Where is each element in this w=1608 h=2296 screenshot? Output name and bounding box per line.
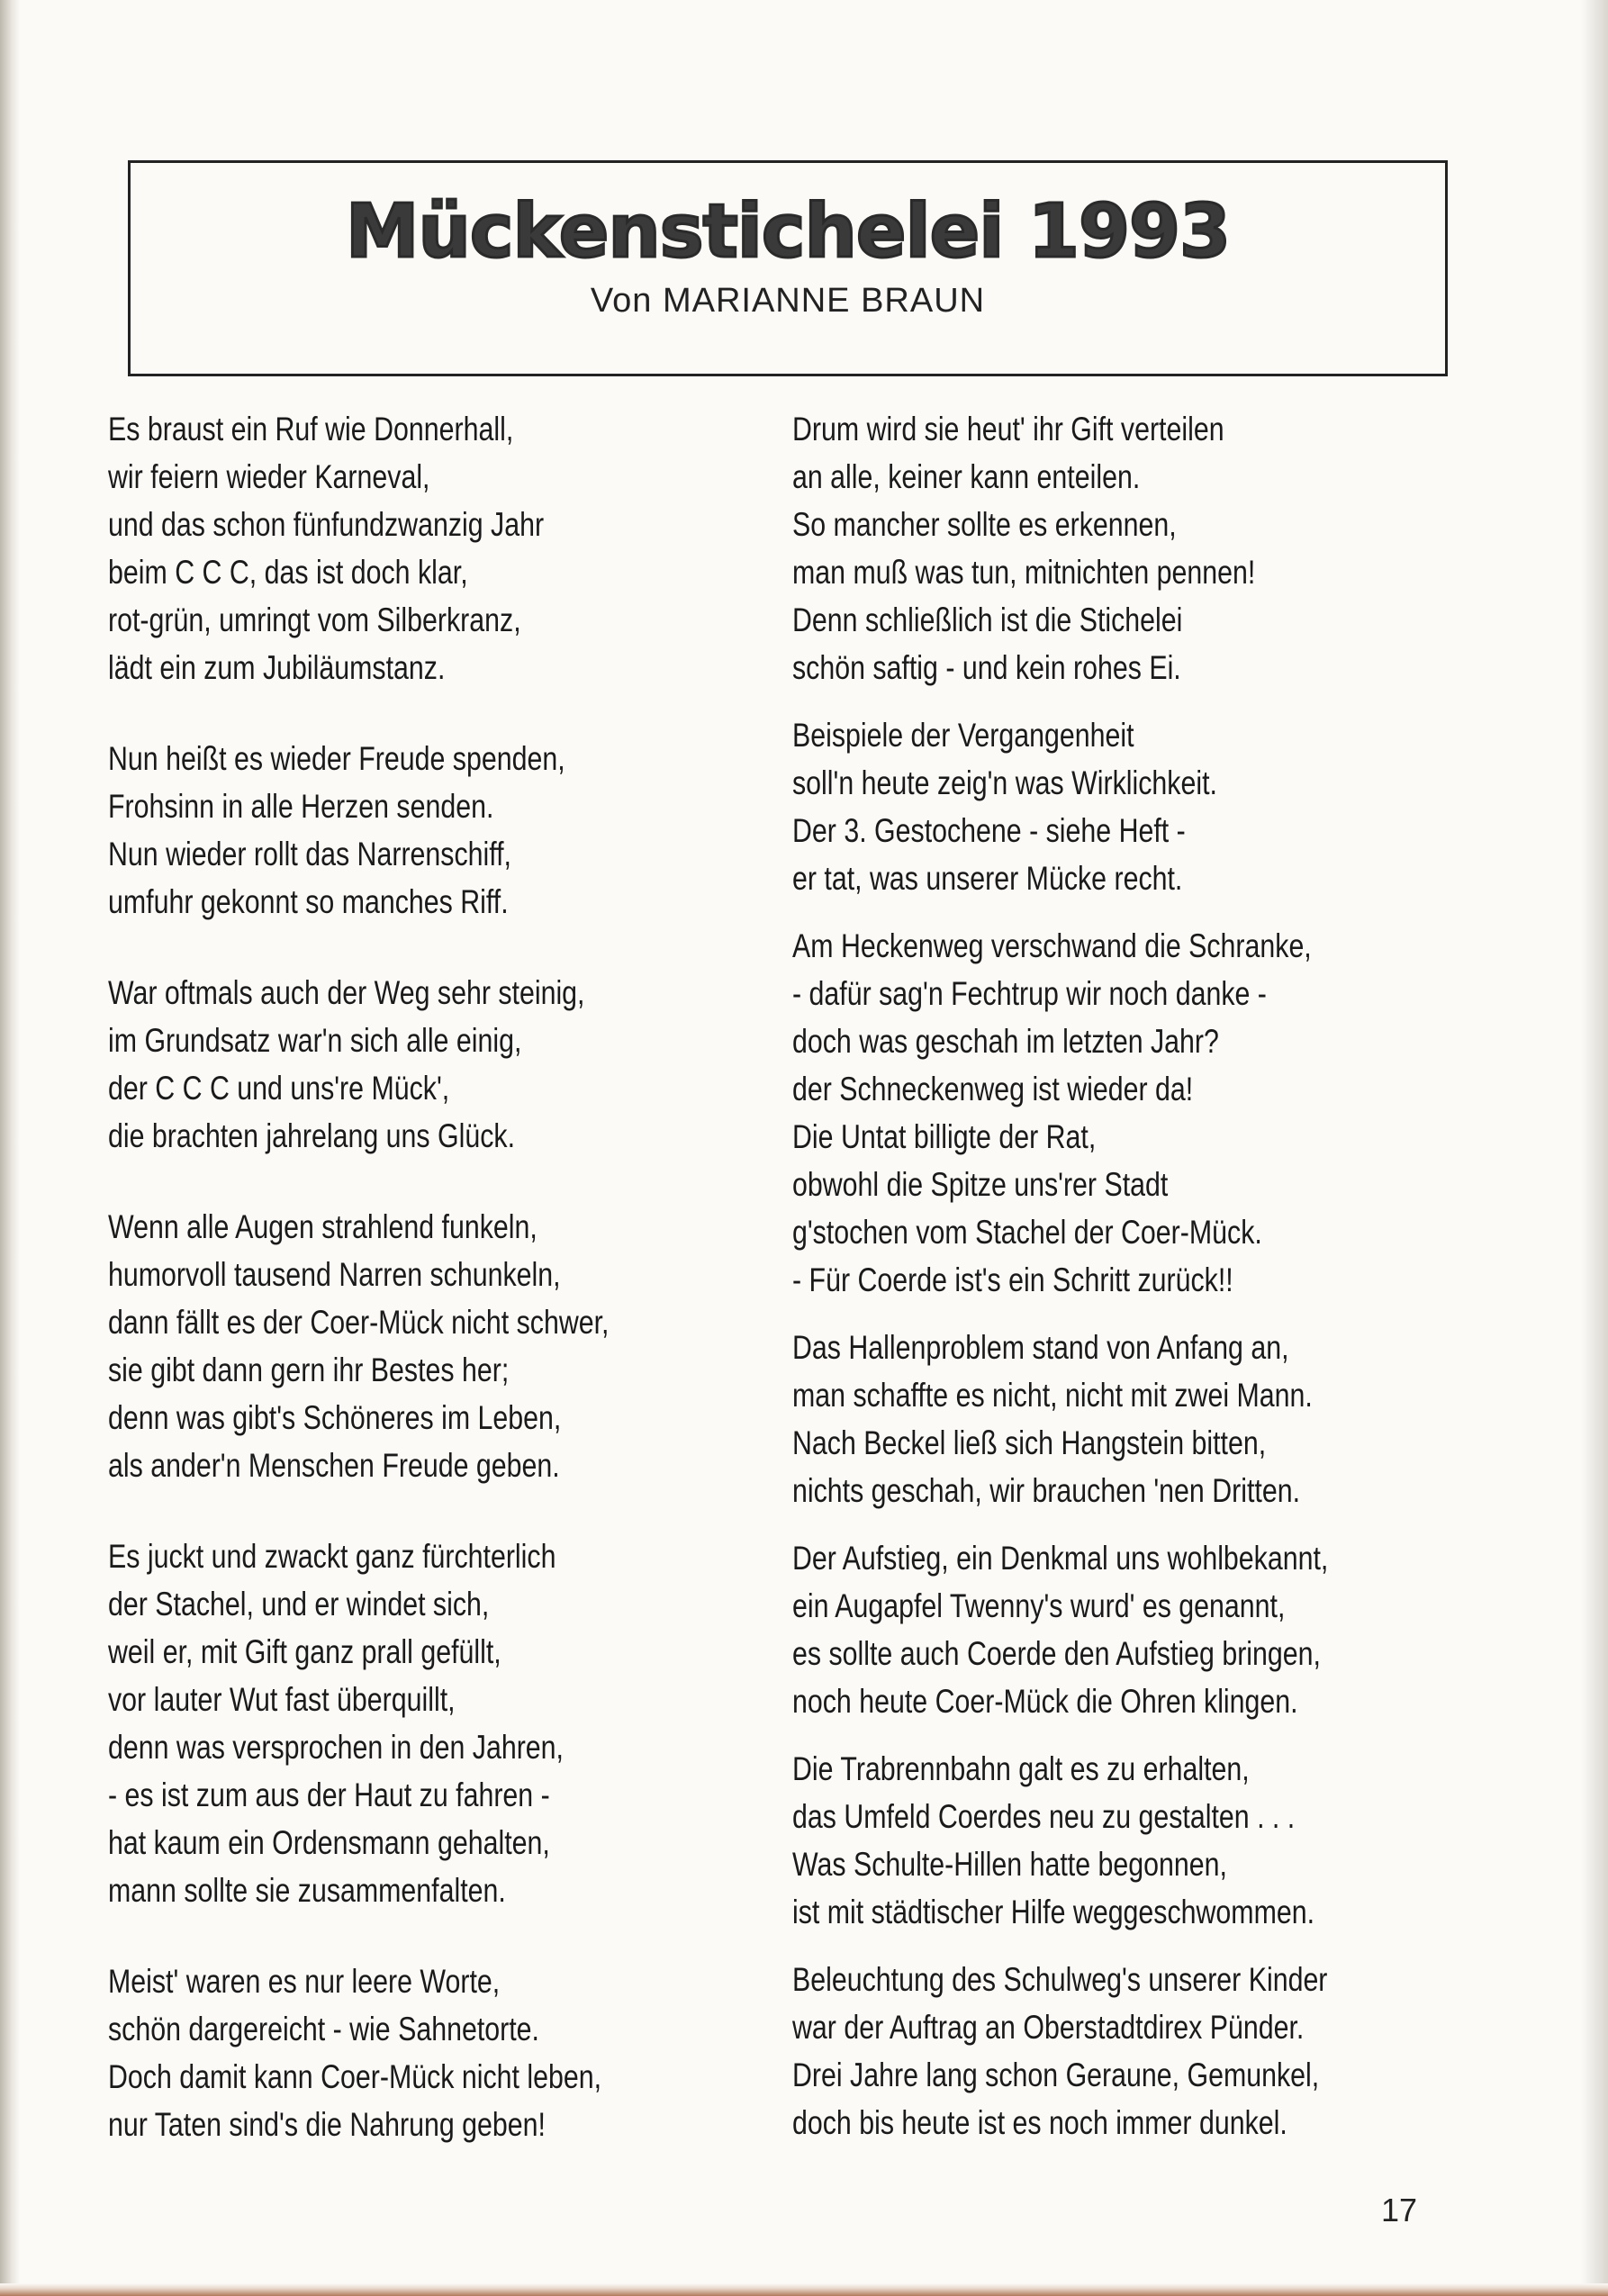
author-byline: Von MARIANNE BRAUN bbox=[590, 282, 986, 320]
poem-line: Nun wieder rollt das Narrenschiff, bbox=[108, 836, 511, 872]
poem-line: schön saftig - und kein rohes Ei. bbox=[792, 649, 1181, 686]
poem-line: Nun heißt es wieder Freude spenden, bbox=[108, 740, 565, 777]
poem-line: denn was versprochen in den Jahren, bbox=[108, 1729, 564, 1766]
poem-line: Das Hallenproblem stand von Anfang an, bbox=[792, 1329, 1289, 1366]
poem-line: wir feiern wieder Karneval, bbox=[108, 458, 430, 495]
poem-line: sie gibt dann gern ihr Bestes her; bbox=[108, 1351, 510, 1388]
poem-line: war der Auftrag an Oberstadtdirex Pünder. bbox=[792, 2009, 1305, 2046]
poem-line: soll'n heute zeig'n was Wirklichkeit. bbox=[792, 764, 1217, 801]
stanza bbox=[108, 405, 713, 692]
poem-line: - dafür sag'n Fechtrup wir noch danke - bbox=[792, 975, 1267, 1012]
poem-line: schön dargereicht - wie Sahnetorte. bbox=[108, 2011, 539, 2047]
poem-line: der C C C und uns're Mück', bbox=[108, 1070, 450, 1107]
stanza bbox=[108, 735, 713, 926]
poem-line: Es braust ein Ruf wie Donnerhall, bbox=[108, 411, 514, 447]
stanza bbox=[792, 1956, 1486, 2147]
poem-line: Es juckt und zwackt ganz fürchterlich bbox=[108, 1538, 556, 1575]
poem-line: Was Schulte-Hillen hatte begonnen, bbox=[792, 1846, 1227, 1883]
poem-line: weil er, mit Gift ganz prall gefüllt, bbox=[108, 1633, 501, 1670]
poem-line: Doch damit kann Coer-Mück nicht leben, bbox=[108, 2058, 602, 2095]
poem-line: Am Heckenweg verschwand die Schranke, bbox=[792, 927, 1312, 964]
stanza bbox=[792, 1745, 1486, 1936]
page-title: Mückenstichelei 1993 bbox=[345, 189, 1231, 275]
poem-line: Die Trabrennbahn galt es zu erhalten, bbox=[792, 1750, 1250, 1787]
poem-line: nur Taten sind's die Nahrung geben! bbox=[108, 2106, 546, 2143]
poem-line: Denn schließlich ist die Stichelei bbox=[792, 601, 1183, 638]
poem-line: lädt ein zum Jubiläumstanz. bbox=[108, 649, 446, 686]
poem-line: Beleuchtung des Schulweg's unserer Kinder bbox=[792, 1961, 1328, 1998]
page-binding-shadow bbox=[0, 0, 20, 2296]
poem-line: Frohsinn in alle Herzen senden. bbox=[108, 788, 494, 825]
poem-line: obwohl die Spitze uns'rer Stadt bbox=[792, 1166, 1169, 1203]
poem-line: humorvoll tausend Narren schunkeln, bbox=[108, 1256, 561, 1293]
page-edge-shadow bbox=[1581, 0, 1608, 2296]
poem-line: umfuhr gekonnt so manches Riff. bbox=[108, 883, 509, 920]
poem-line: Wenn alle Augen strahlend funkeln, bbox=[108, 1208, 538, 1245]
poem-line: - es ist zum aus der Haut zu fahren - bbox=[108, 1776, 550, 1813]
poem-line: es sollte auch Coerde den Aufstieg bringen, bbox=[792, 1635, 1321, 1672]
poem-line: er tat, was unserer Mücke recht. bbox=[792, 860, 1183, 897]
poem-line: Meist' waren es nur leere Worte, bbox=[108, 1963, 501, 2000]
stanza bbox=[108, 1203, 713, 1489]
left-column bbox=[108, 405, 713, 2192]
poem-line: Beispiele der Vergangenheit bbox=[792, 717, 1134, 754]
poem-line: doch bis heute ist es noch immer dunkel. bbox=[792, 2104, 1287, 2141]
poem-line: So mancher sollte es erkennen, bbox=[792, 506, 1177, 543]
poem-line: War oftmals auch der Weg sehr steinig, bbox=[108, 974, 585, 1011]
stanza bbox=[108, 969, 713, 1160]
poem-line: die brachten jahrelang uns Glück. bbox=[108, 1117, 516, 1154]
poem-line: Der 3. Gestochene - siehe Heft - bbox=[792, 812, 1186, 849]
poem-line: der Stachel, und er windet sich, bbox=[108, 1586, 490, 1623]
poem-line: mann sollte sie zusammenfalten. bbox=[108, 1872, 506, 1909]
poem-line: Die Untat billigte der Rat, bbox=[792, 1118, 1097, 1155]
poem-line: hat kaum ein Ordensmann gehalten, bbox=[108, 1824, 550, 1861]
stanza bbox=[792, 1324, 1486, 1514]
poem-line: Drum wird sie heut' ihr Gift verteilen bbox=[792, 411, 1224, 447]
poem-line: - Für Coerde ist's ein Schritt zurück!! bbox=[792, 1261, 1233, 1298]
poem-line: nichts geschah, wir brauchen 'nen Dritten. bbox=[792, 1472, 1301, 1509]
stanza bbox=[792, 711, 1486, 902]
poem-line: der Schneckenweg ist wieder da! bbox=[792, 1071, 1194, 1107]
poem-line: an alle, keiner kann enteilen. bbox=[792, 458, 1141, 495]
stanza bbox=[792, 405, 1486, 692]
poem-line: und das schon fünfundzwanzig Jahr bbox=[108, 506, 545, 543]
poem-line: als ander'n Menschen Freude geben. bbox=[108, 1447, 560, 1484]
poem-line: ein Augapfel Twenny's wurd' es genannt, bbox=[792, 1587, 1286, 1624]
poem-line: g'stochen vom Stachel der Coer-Mück. bbox=[792, 1214, 1262, 1251]
poem-line: beim C C C, das ist doch klar, bbox=[108, 554, 468, 591]
poem-line: man muß was tun, mitnichten pennen! bbox=[792, 554, 1256, 591]
poem-line: doch was geschah im letzten Jahr? bbox=[792, 1023, 1219, 1060]
poem-line: vor lauter Wut fast überquillt, bbox=[108, 1681, 456, 1718]
stanza bbox=[792, 1534, 1486, 1725]
poem-line: rot-grün, umringt vom Silberkranz, bbox=[108, 601, 521, 638]
page-bottom-edge bbox=[0, 2283, 1608, 2296]
poem-line: ist mit städtischer Hilfe weggeschwommen. bbox=[792, 1894, 1315, 1930]
stanza bbox=[108, 1532, 713, 1914]
poem-line: Nach Beckel ließ sich Hangstein bitten, bbox=[792, 1424, 1267, 1461]
poem-line: das Umfeld Coerdes neu zu gestalten . . . bbox=[792, 1798, 1296, 1835]
poem-line: man schaffte es nicht, nicht mit zwei Mann. bbox=[792, 1377, 1313, 1414]
title-box bbox=[128, 160, 1448, 376]
poem-line: Drei Jahre lang schon Geraune, Gemunkel, bbox=[792, 2056, 1320, 2093]
poem-line: dann fällt es der Coer-Mück nicht schwer, bbox=[108, 1304, 610, 1341]
stanza bbox=[108, 1957, 713, 2148]
poem-line: Der Aufstieg, ein Denkmal uns wohlbekannt, bbox=[792, 1540, 1329, 1577]
poem-line: denn was gibt's Schöneres im Leben, bbox=[108, 1399, 562, 1436]
poem-line: noch heute Coer-Mück die Ohren klingen. bbox=[792, 1683, 1298, 1720]
right-column bbox=[792, 405, 1486, 2166]
page-number: 17 bbox=[1381, 2192, 1418, 2228]
stanza bbox=[792, 922, 1486, 1304]
poem-line: im Grundsatz war'n sich alle einig, bbox=[108, 1022, 522, 1059]
